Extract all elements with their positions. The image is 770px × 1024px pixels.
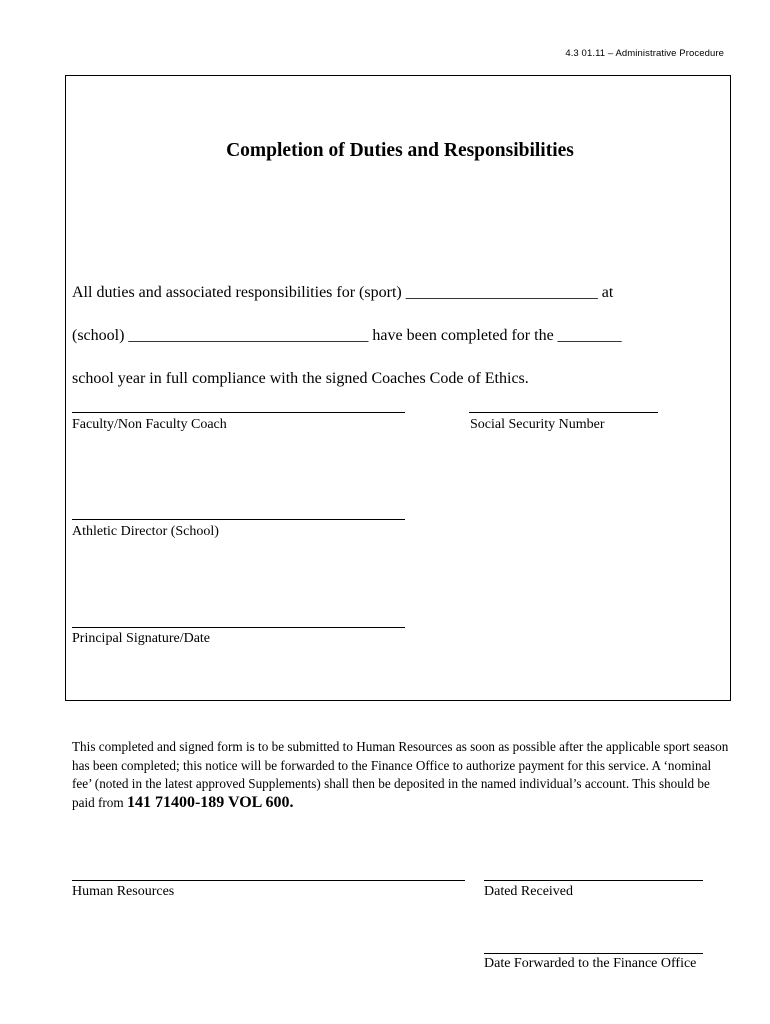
date-forwarded-label: Date Forwarded to the Finance Office	[484, 956, 697, 971]
athletic-director-label: Athletic Director (School)	[72, 524, 219, 539]
principal-signature-label: Principal Signature/Date	[72, 631, 211, 646]
notice-text: This completed and signed form is to be submitted to Human Resources as soon as possible after the applicable sport season has been completed; this notice will be forwarded to the Finance Office to authorize payment for this service. A ‘nominal fee’ (noted in the latest approved Supplements) shall then be deposited in the named individual’s account. This should be paid from	[72, 739, 729, 810]
athletic-director-signature-line[interactable]	[72, 519, 405, 520]
procedure-reference: 4.3 01.11 – Administrative Procedure	[565, 48, 724, 59]
statement-line-3: school year in full compliance with the signed Coaches Code of Ethics.	[72, 369, 529, 387]
account-number: 141 71400-189 VOL 600.	[126, 793, 294, 811]
coach-signature-label: Faculty/Non Faculty Coach	[72, 417, 227, 432]
human-resources-label: Human Resources	[72, 884, 175, 899]
ssn-line[interactable]	[469, 412, 658, 413]
principal-signature-line[interactable]	[72, 627, 405, 628]
coach-signature-line[interactable]	[72, 412, 405, 413]
ssn-label: Social Security Number	[470, 417, 605, 432]
dated-received-label: Dated Received	[484, 884, 574, 899]
form-title: Completion of Duties and Responsibilities	[226, 140, 574, 161]
human-resources-line[interactable]	[72, 880, 465, 881]
submission-notice	[72, 738, 732, 812]
dated-received-line[interactable]	[484, 880, 703, 881]
completion-statement	[72, 260, 722, 411]
date-forwarded-line[interactable]	[484, 953, 703, 954]
statement-line-2: (school) ______________________________ have been completed for the ________	[72, 326, 622, 344]
statement-line-1: All duties and associated responsibilities for (sport) ________________________ at	[72, 283, 614, 301]
